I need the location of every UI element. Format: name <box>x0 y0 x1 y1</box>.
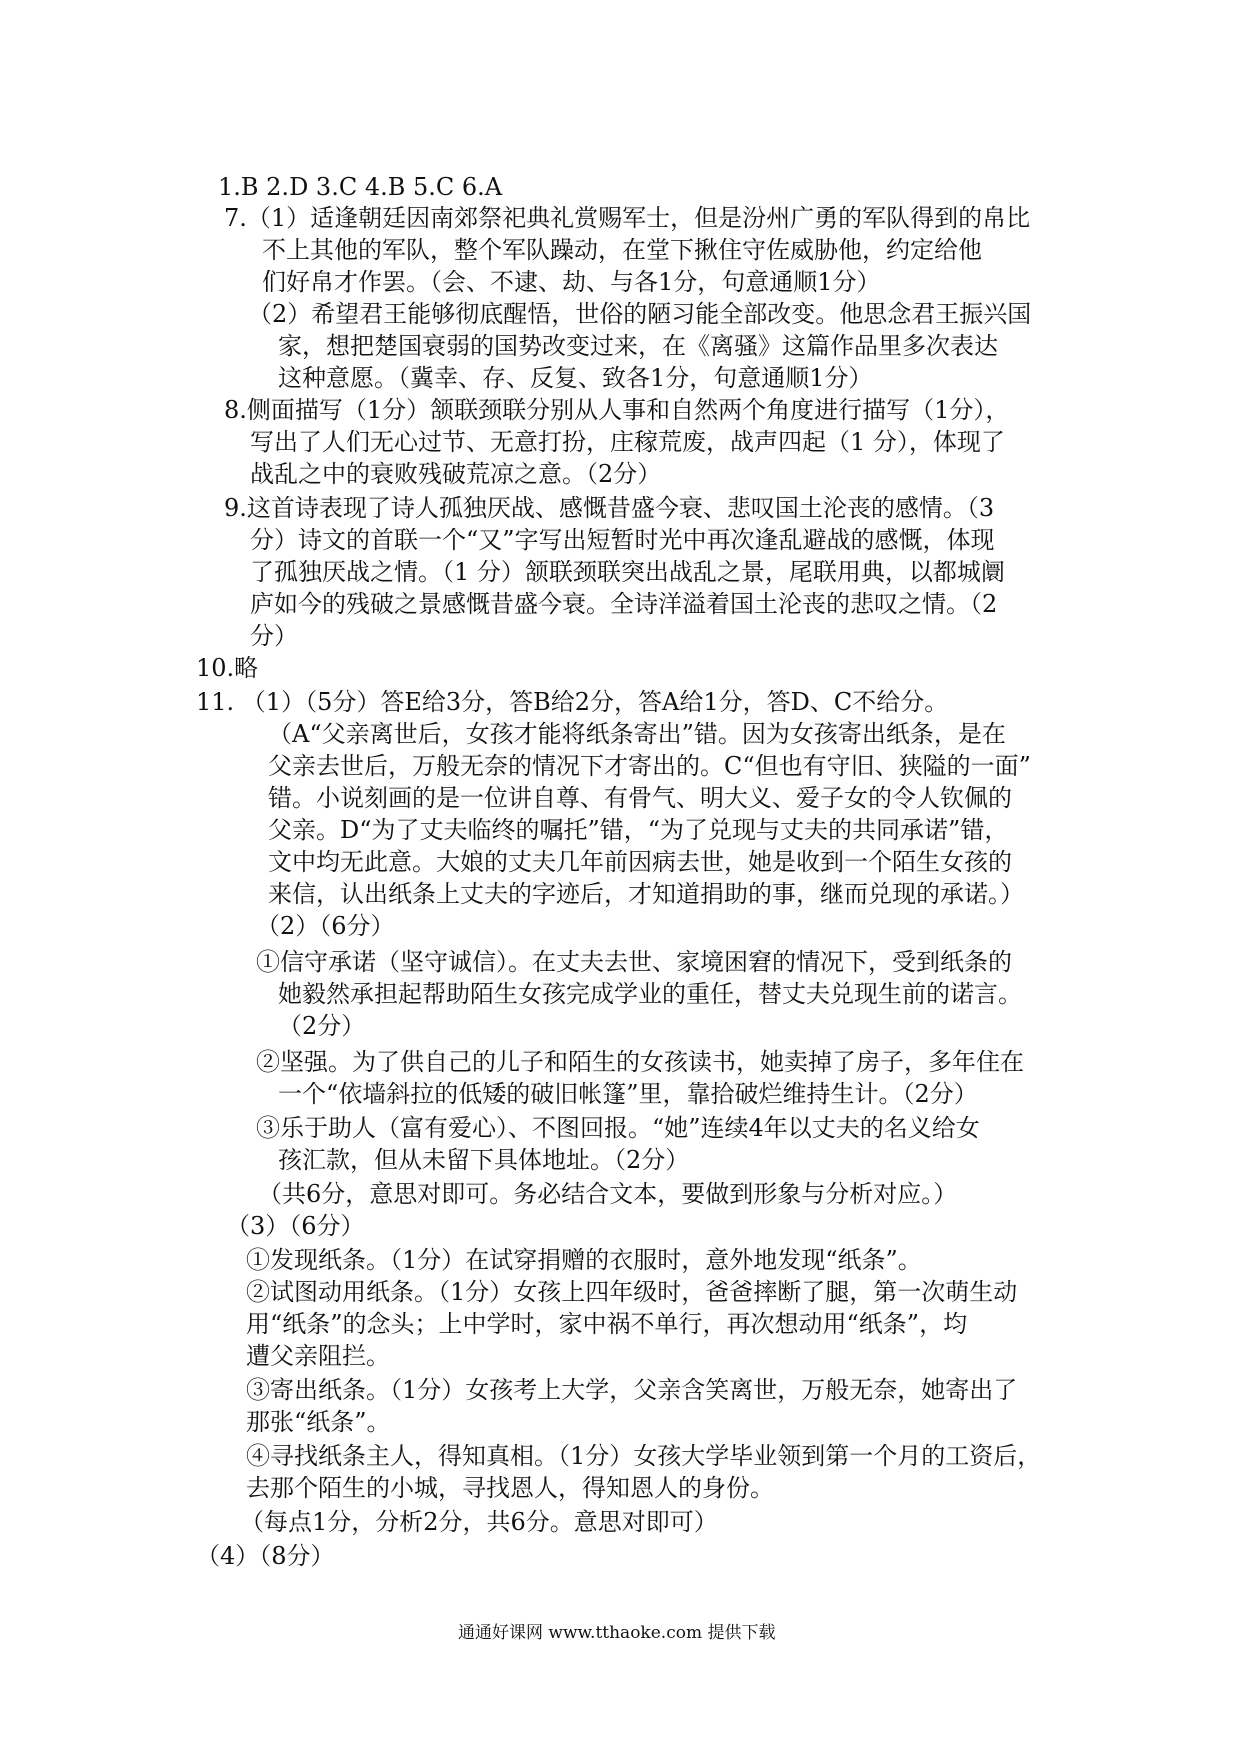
text-line: 用“纸条”的念头；上中学时，家中祸不单行，再次想动用“纸条”，均 <box>246 1310 968 1338</box>
text-line: 8.侧面描写（1分）颔联颈联分别从人事和自然两个角度进行描写（1分）， <box>224 396 1010 424</box>
text-line: （每点1分，分析2分，共6分。意思对即可） <box>240 1508 718 1536</box>
text-line: ①信守承诺（坚守诚信）。在丈夫去世、家境困窘的情况下，受到纸条的 <box>256 948 1012 976</box>
text-line: 去那个陌生的小城，寻找恩人，得知恩人的身份。 <box>246 1474 774 1502</box>
text-line: 11. （1）（5分）答E给3分，答B给2分，答A给1分，答D、C不给分。 <box>196 688 949 716</box>
text-line: 遭父亲阻拦。 <box>246 1342 390 1370</box>
text-line: （共6分，意思对即可。务必结合文本，要做到形象与分析对应。） <box>258 1180 958 1208</box>
text-line: ③寄出纸条。（1分）女孩考上大学，父亲含笑离世，万般无奈，她寄出了 <box>246 1376 1018 1404</box>
text-line: 错。小说刻画的是一位讲自尊、有骨气、明大义、爱子女的令人钦佩的 <box>268 784 1012 812</box>
text-line: 分）诗文的首联一个“又”字写出短暂时光中再次逢乱避战的感慨，体现 <box>250 526 995 554</box>
text-line: 写出了人们无心过节、无意打扮，庄稼荒废，战声四起（1 分），体现了 <box>250 428 1005 456</box>
text-line: 7.（1）适逢朝廷因南郊祭祀典礼赏赐军士，但是汾州广勇的军队得到的帛比 <box>224 204 1031 232</box>
text-line: ②坚强。为了供自己的儿子和陌生的女孩读书，她卖掉了房子，多年住在 <box>256 1048 1024 1076</box>
text-line: 分） <box>250 622 298 650</box>
text-line: 她毅然承担起帮助陌生女孩完成学业的重任，替丈夫兑现生前的诺言。 <box>278 980 1022 1008</box>
text-line: ③乐于助人（富有爱心）、不图回报。“她”连续4年以丈夫的名义给女 <box>256 1114 980 1142</box>
text-line: 不上其他的军队，整个军队躁动，在堂下揪住守佐威胁他，约定给他 <box>262 236 982 264</box>
text-line: 们好帛才作罢。（会、不逮、劫、与各1分，句意通顺1分） <box>262 268 881 296</box>
page-footer: 通通好课网 www.tthaoke.com 提供下载 <box>458 1623 776 1643</box>
text-line: ④寻找纸条主人，得知真相。（1分）女孩大学毕业领到第一个月的工资后， <box>246 1442 1042 1470</box>
text-line: （2）（6分） <box>256 912 395 940</box>
text-line: 这种意愿。（冀幸、存、反复、致各1分，句意通顺1分） <box>278 364 873 392</box>
text-line: 孩汇款，但从未留下具体地址。（2分） <box>278 1146 690 1174</box>
text-line: 战乱之中的衰败残破荒凉之意。（2分） <box>250 460 662 488</box>
text-line: 来信，认出纸条上丈夫的字迹后，才知道捐助的事，继而兑现的承诺。） <box>268 880 1024 908</box>
text-line: ①发现纸条。（1分）在试穿捐赠的衣服时，意外地发现“纸条”。 <box>246 1246 922 1274</box>
text-line: ②试图动用纸条。（1分）女孩上四年级时，爸爸摔断了腿，第一次萌生动 <box>246 1278 1018 1306</box>
text-line: （3）（6分） <box>226 1212 365 1240</box>
text-line: 1.B 2.D 3.C 4.B 5.C 6.A <box>218 173 503 201</box>
text-line: 那张“纸条”。 <box>246 1408 391 1436</box>
text-line: 文中均无此意。大娘的丈夫几年前因病去世，她是收到一个陌生女孩的 <box>268 848 1012 876</box>
text-line: （2）希望君王能够彻底醒悟，世俗的陋习能全部改变。他思念君王振兴国 <box>248 300 1032 328</box>
text-line: （2分） <box>278 1012 366 1040</box>
text-line: 庐如今的残破之景感慨昔盛今衰。全诗洋溢着国土沦丧的悲叹之情。（2 <box>250 590 998 618</box>
text-line: 一个“依墙斜拉的低矮的破旧帐篷”里，靠拾破烂维持生计。（2分） <box>278 1080 978 1108</box>
text-line: （A“父亲离世后，女孩才能将纸条寄出”错。因为女孩寄出纸条，是在 <box>268 720 1006 748</box>
text-line: 了孤独厌战之情。（1 分）颔联颈联突出战乱之景，尾联用典，以都城阛 <box>250 558 1005 586</box>
text-line: 10.略 <box>196 654 259 682</box>
text-line: 父亲。D“为了丈夫临终的嘱托”错，“为了兑现与丈夫的共同承诺”错， <box>268 816 1009 844</box>
text-line: 父亲去世后，万般无奈的情况下才寄出的。C“但也有守旧、狭隘的一面” <box>268 752 1031 780</box>
text-line: 家，想把楚国衰弱的国势改变过来，在《离骚》这篇作品里多次表达 <box>278 332 998 360</box>
text-line: （4）（8分） <box>196 1542 335 1570</box>
text-line: 9.这首诗表现了诗人孤独厌战、感慨昔盛今衰、悲叹国土沦丧的感情。（3 <box>224 494 995 522</box>
